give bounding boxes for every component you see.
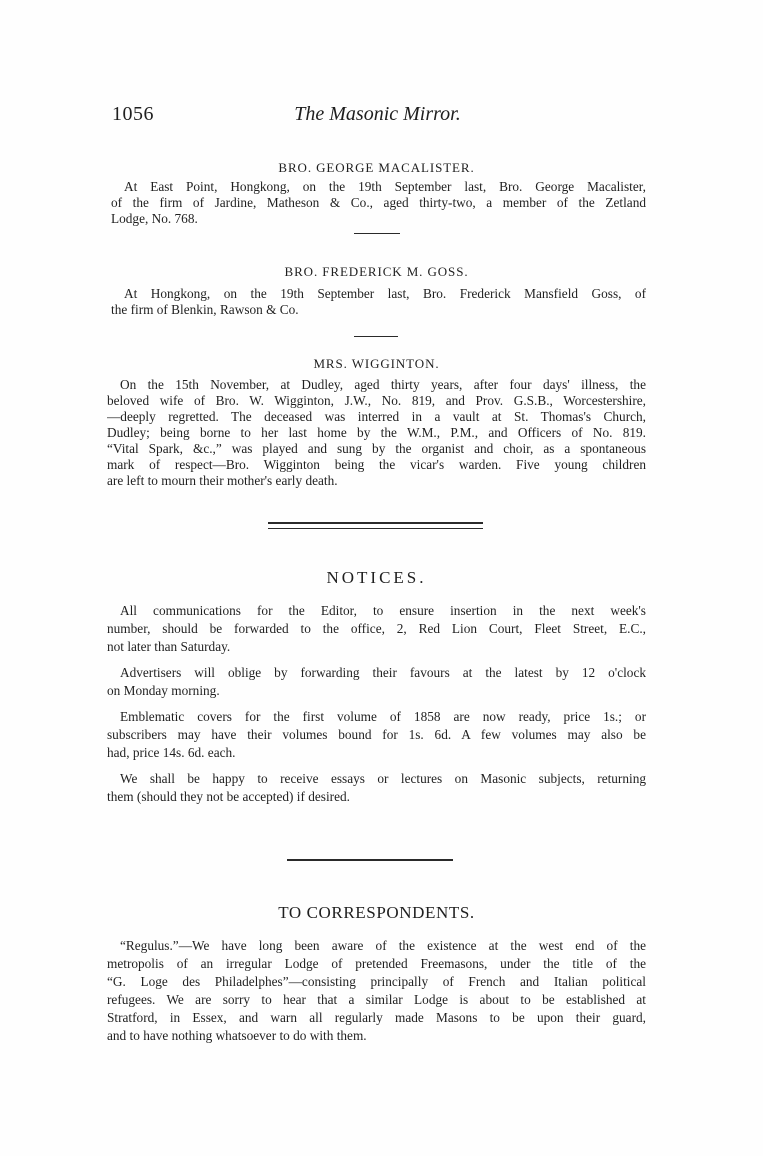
text-line: “G. Loge des Philadelphes”—consisting principally of French and Italian political (107, 974, 646, 989)
obituary-macalister (107, 160, 646, 227)
text-line: Emblematic covers for the first volume of 1858 are now ready, price 1s.; or (120, 709, 646, 724)
text-line: the firm of Blenkin, Rawson & Co. (111, 302, 299, 317)
separator-rule (287, 859, 453, 861)
text-line: Advertisers will oblige by forwarding their favours at the latest by 12 o'clock (120, 665, 646, 680)
text-line: We shall be happy to receive essays or lectures on Masonic subjects, returning (120, 771, 646, 786)
text-line: At Hongkong, on the 19th September last, Bro. Frederick Mansfield Goss, of (124, 286, 646, 301)
text-line: “Regulus.”—We have long been aware of the existence at the west end of the (120, 938, 646, 953)
page-header (112, 102, 643, 126)
text-line: Dudley; being borne to her last home by the W.M., P.M., and Officers of No. 819. (107, 425, 646, 440)
text-line: beloved wife of Bro. W. Wigginton, J.W., No. 819, and Prov. G.S.B., Worcestershire, (107, 393, 646, 408)
obituary-text (107, 286, 646, 318)
correspondents-heading: TO CORRESPONDENTS. (278, 903, 475, 922)
text-line: “Vital Spark, &c.,” was played and sung by the organist and choir, as a spontaneous (107, 441, 646, 456)
obituary-heading: MRS. WIGGINTON. (313, 356, 440, 371)
text-line: At East Point, Hongkong, on the 19th September last, Bro. George Macalister, (124, 179, 646, 194)
text-line: them (should they not be accepted) if desired. (107, 789, 350, 804)
notice-paragraph (107, 664, 646, 700)
text-line: Stratford, in Essex, and warn all regularly made Masons to be upon their guard, (107, 1010, 646, 1025)
separator-rule (354, 233, 400, 234)
text-line: refugees. We are sorry to hear that a similar Lodge is about to be established at (107, 992, 646, 1007)
text-line: number, should be forwarded to the office, 2, Red Lion Court, Fleet Street, E.C., (107, 621, 646, 636)
obituary-wigginton (107, 356, 646, 489)
text-line: subscribers may have their volumes bound for 1s. 6d. A few volumes may also be (107, 727, 646, 742)
text-line: had, price 14s. 6d. each. (107, 745, 236, 760)
text-line: On the 15th November, at Dudley, aged thirty years, after four days' illness, the (120, 377, 646, 392)
text-line: mark of respect—Bro. Wigginton being the vicar's warden. Five young children (107, 457, 646, 472)
page-number: 1056 (112, 103, 154, 125)
notice-paragraph (107, 602, 646, 656)
text-line: —deeply regretted. The deceased was interred in a vault at St. Thomas's Church, (107, 409, 646, 424)
running-title: The Masonic Mirror. (294, 103, 461, 125)
text-line: not later than Saturday. (107, 639, 231, 654)
notices-heading: NOTICES. (326, 568, 427, 587)
text-line: are left to mourn their mother's early death. (107, 473, 338, 488)
obituary-text (107, 179, 646, 227)
text-line: and to have nothing whatsoever to do with them. (107, 1028, 367, 1043)
text-line: All communications for the Editor, to ensure insertion in the next week's (120, 603, 646, 618)
text-line: metropolis of an irregular Lodge of pretended Freemasons, under the title of the (107, 956, 646, 971)
correspondents-paragraph (107, 937, 646, 1045)
notice-paragraph (107, 770, 646, 806)
text-line: on Monday morning. (107, 683, 220, 698)
text-line: Lodge, No. 768. (111, 211, 198, 226)
obituary-text (107, 377, 646, 489)
text-line: of the firm of Jardine, Matheson & Co., aged thirty-two, a member of the Zetland (111, 195, 646, 210)
separator-rule (354, 336, 398, 337)
notices-section (107, 568, 646, 806)
correspondents-section (107, 903, 646, 1045)
obituary-heading: BRO. GEORGE MACALISTER. (278, 160, 475, 175)
notice-paragraph (107, 708, 646, 762)
obituary-goss (107, 264, 646, 318)
obituary-heading: BRO. FREDERICK M. GOSS. (284, 264, 469, 279)
section-divider (268, 522, 483, 529)
